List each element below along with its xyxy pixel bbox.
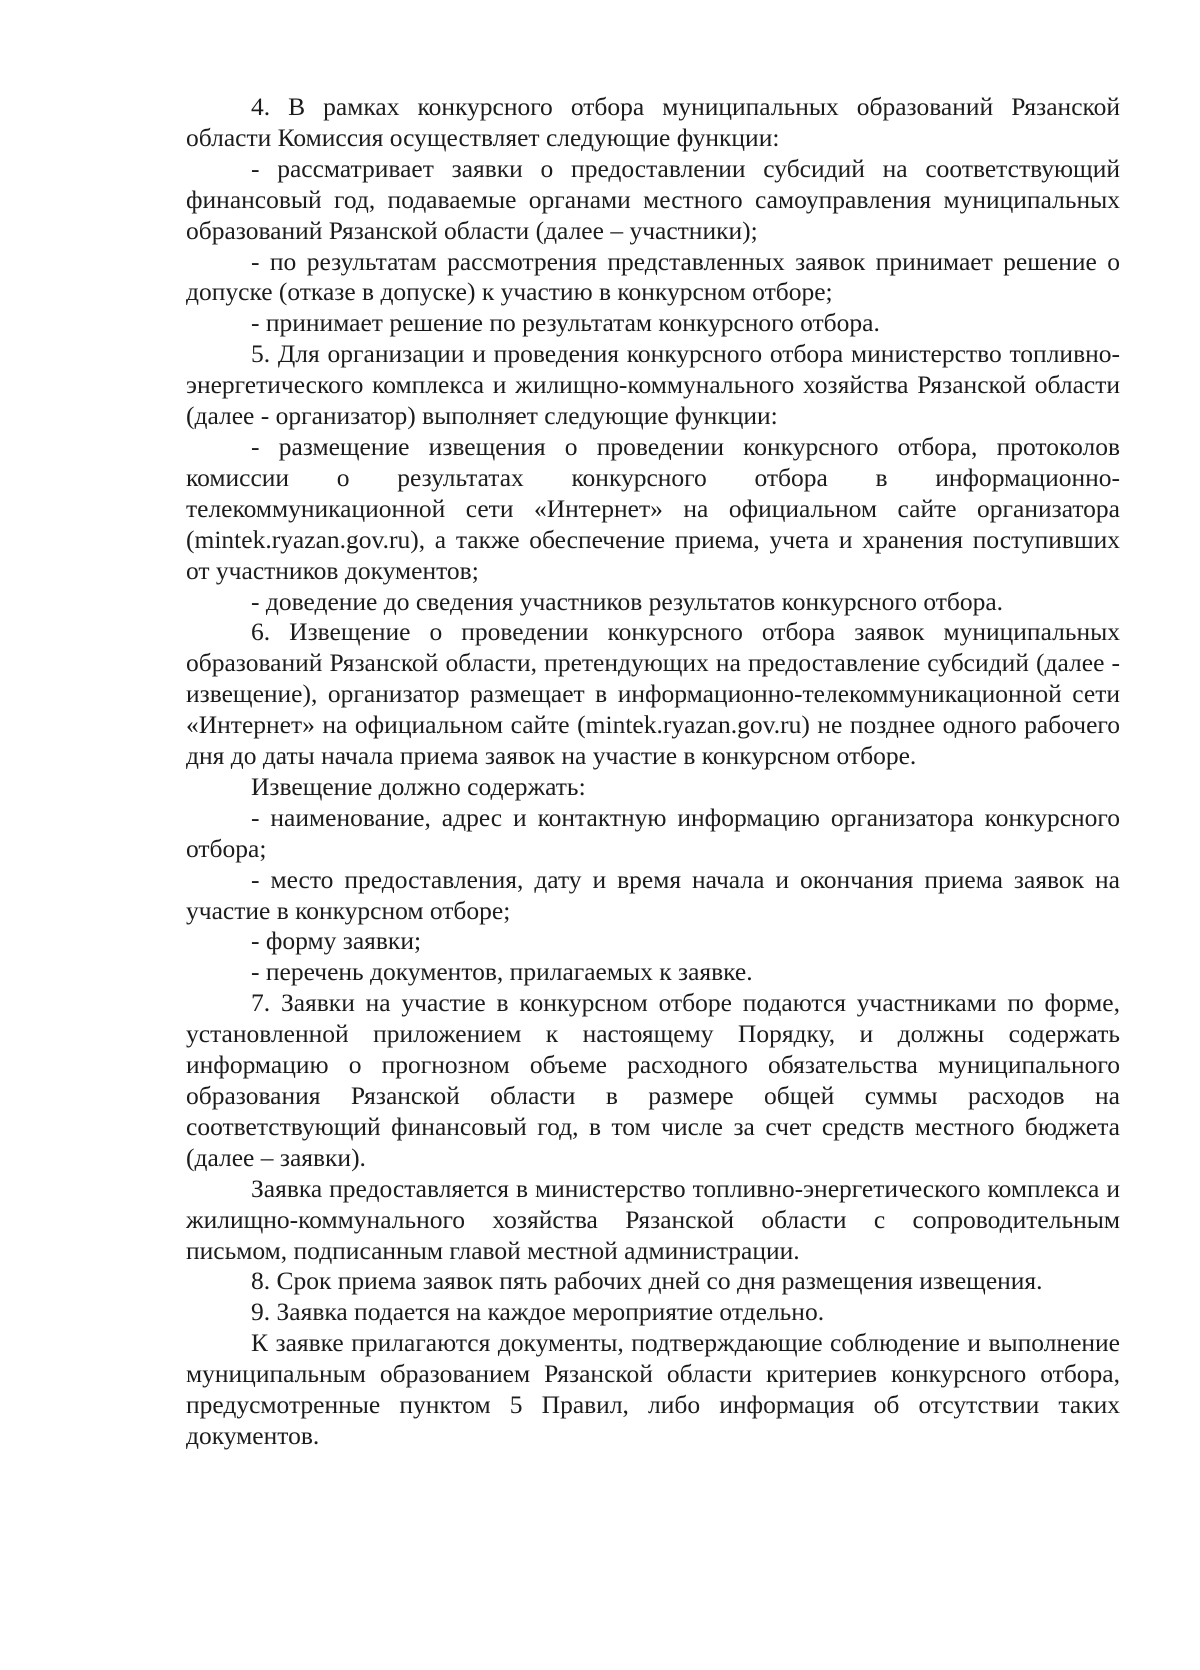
paragraph-6-item-3: - форму заявки; xyxy=(251,926,422,956)
paragraph-6-contents-intro: Извещение должно содержать: xyxy=(251,771,586,801)
paragraph-5: 5. Для организации и проведения конкурсного отбора министерство топливно-энергетического комплекса и жилищно-коммунального хозяйства Рязанской области (далее - организатор) выполняет следующие функции: xyxy=(186,339,1120,431)
paragraph-4: 4. В рамках конкурсного отбора муниципальных образований Рязанской области Комиссия осуществляет следующие функции: xyxy=(186,92,1120,152)
paragraph-7-submission: Заявка предоставляется в министерство топливно-энергетического комплекса и жилищно-коммунального хозяйства Рязанской области с сопроводительным письмом, подписанным главой местной администрации. xyxy=(186,1173,1120,1265)
paragraph-5-item-1: - размещение извещения о проведении конкурсного отбора, протоколов комиссии о результатах конкурсного отбора в информационно-телекоммуникационной сети «Интернет» на официальном сайте организатора (mintek.ryazan.gov.ru), а также обеспечение приема, учета и хранения поступивших от участников документов; xyxy=(186,431,1120,585)
paragraph-4-item-2: - по результатам рассмотрения представленных заявок принимает решение о допуске (отказе в допуске) к участию в конкурсном отборе; xyxy=(186,246,1120,307)
paragraph-6: 6. Извещение о проведении конкурсного отбора заявок муниципальных образований Рязанской области, претендующих на предоставление субсидий (далее - извещение), организатор размещает в информационно-телекоммуникационной сети «Интернет» на официальном сайте (mintek.ryazan.gov.ru) не позднее одного рабочего дня до даты начала приема заявок на участие в конкурсном отборе. xyxy=(186,617,1120,771)
paragraph-9-attachments: К заявке прилагаются документы, подтверждающие соблюдение и выполнение муниципальным образованием Рязанской области критериев конкурсного отбора, предусмотренные пунктом 5 Правил, либо информация об отсутствии таких документов. xyxy=(186,1328,1120,1450)
paragraph-6-item-4: - перечень документов, прилагаемых к заявке. xyxy=(251,957,753,987)
paragraph-8: 8. Срок приема заявок пять рабочих дней со дня размещения извещения. xyxy=(251,1266,1043,1296)
document-body xyxy=(186,92,1120,1452)
paragraph-6-item-1: - наименование, адрес и контактную информацию организатора конкурсного отбора; xyxy=(186,802,1120,863)
paragraph-4-item-3: - принимает решение по результатам конкурсного отбора. xyxy=(251,308,880,338)
paragraph-5-item-2: - доведение до сведения участников результатов конкурсного отбора. xyxy=(251,586,1004,616)
paragraph-7: 7. Заявки на участие в конкурсном отборе подаются участниками по форме, установленной приложением к настоящему Порядку, и должны содержать информацию о прогнозном объеме расходного обязательства муниципального образования Рязанской области в размере общей суммы расходов на соответствующий финансовый год, в том числе за счет средств местного бюджета (далее – заявки). xyxy=(186,988,1120,1172)
paragraph-4-item-1: - рассматривает заявки о предоставлении субсидий на соответствующий финансовый год, подаваемые органами местного самоуправления муниципальных образований Рязанской области (далее – участники); xyxy=(186,153,1120,245)
paragraph-6-item-2: - место предоставления, дату и время начала и окончания приема заявок на участие в конкурсном отборе; xyxy=(186,864,1120,925)
paragraph-9: 9. Заявка подается на каждое мероприятие отдельно. xyxy=(251,1297,825,1327)
